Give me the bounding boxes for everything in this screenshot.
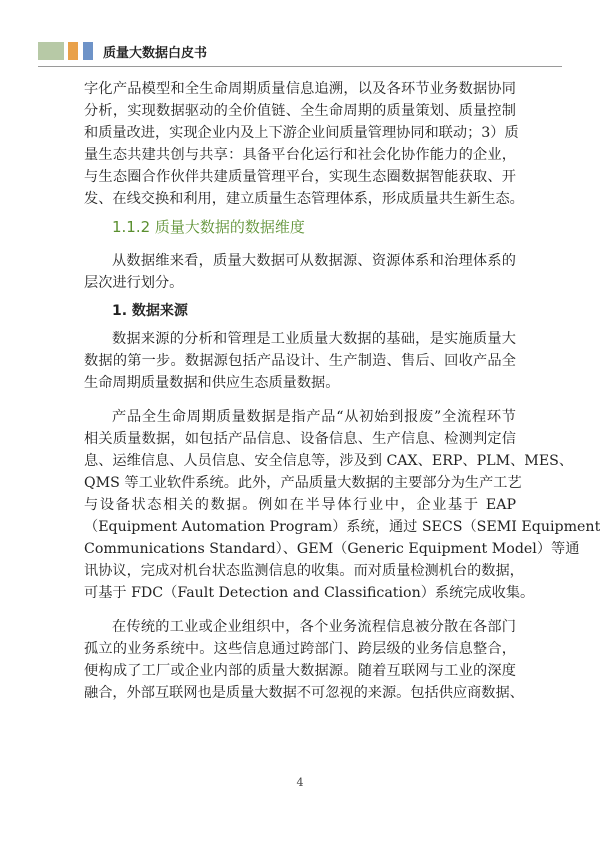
paragraph-intro xyxy=(84,250,516,294)
text-line: 数据的第一步。数据源包括产品设计、生产制造、售后、回收产品全 xyxy=(84,353,516,369)
text-line: 产品全生命周期质量数据是指产品“从初始到报废”全流程环节 xyxy=(112,409,516,425)
text-line: 生命周期质量数据和供应生态质量数据。 xyxy=(84,375,340,391)
text-line: 孤立的业务系统中。这些信息通过跨部门、跨层级的业务信息整合， xyxy=(84,641,516,657)
text-line: 与设备状态相关的数据。例如在半导体行业中，企业基于 EAP xyxy=(84,497,516,513)
text-line: 字化产品模型和全生命周期质量信息追溯，以及各环节业务数据协同 xyxy=(84,81,516,97)
text-line: 在传统的工业或企业组织中，各个业务流程信息被分散在各部门 xyxy=(112,619,516,635)
text-line: 相关质量数据，如包括产品信息、设备信息、生产信息、检测判定信 xyxy=(84,431,516,447)
text-line: 便构成了工厂或企业内部的质量大数据源。随着互联网与工业的深度 xyxy=(84,663,516,679)
text-line: 分析，实现数据驱动的全价值链、全生命周期的质量策划、质量控制 xyxy=(84,103,516,119)
page-body xyxy=(84,78,600,704)
text-line: 和质量改进，实现企业内及上下游企业间质量管理协同和联动；3）质 xyxy=(84,125,519,141)
text-line: 数据来源的分析和管理是工业质量大数据的基础，是实施质量大 xyxy=(112,331,516,347)
paragraph-source xyxy=(84,328,516,394)
text-line: QMS 等工业软件系统。此外，产品质量大数据的主要部分为生产工艺 xyxy=(84,475,522,491)
text-line: 息、运维信息、人员信息、安全信息等，涉及到 CAX、ERP、PLM、MES、 xyxy=(84,453,574,469)
page-number: 4 xyxy=(296,776,304,789)
paragraph-traditional xyxy=(84,616,524,704)
header-title: 质量大数据白皮书 xyxy=(103,45,208,61)
text-line: Communications Standard）、GEM（Generic Equipment Model）等通 xyxy=(84,541,580,557)
text-line: 从数据维来看，质量大数据可从数据源、资源体系和治理体系的 xyxy=(112,253,516,269)
text-line: （Equipment Automation Program）系统，通过 SECS（SEMI Equipment xyxy=(84,519,600,535)
text-line: 与生态圈合作伙伴共建质量管理平台，实现生态圈数据智能获取、开 xyxy=(84,169,516,185)
paragraph-lifecycle xyxy=(84,406,600,604)
text-line: 发、在线交换和利用，建立质量生态管理体系，形成质量共生新生态。 xyxy=(84,191,524,207)
subsection-heading: 1. 数据来源 xyxy=(112,303,188,319)
text-line: 层次进行划分。 xyxy=(84,275,184,291)
section-heading: 1.1.2 质量大数据的数据维度 xyxy=(112,218,305,236)
page-header xyxy=(38,40,207,62)
header-decor-block-green xyxy=(38,42,64,60)
text-line: 量生态共建共创与共享：具备平台化运行和社会化协作能力的企业， xyxy=(84,147,516,163)
text-line: 讯协议，完成对机台状态监测信息的收集。而对质量检测机台的数据， xyxy=(84,563,524,579)
header-decor-block-blue xyxy=(83,42,93,60)
text-line: 融合，外部互联网也是质量大数据不可忽视的来源。包括供应商数据、 xyxy=(84,685,524,701)
paragraph-top xyxy=(84,78,524,210)
paragraph-gap xyxy=(84,394,516,406)
text-line: 可基于 FDC（Fault Detection and Classification）系统完成收集。 xyxy=(84,585,535,601)
header-decor-block-orange xyxy=(68,42,78,60)
paragraph-gap xyxy=(84,604,516,616)
header-divider xyxy=(38,66,562,67)
